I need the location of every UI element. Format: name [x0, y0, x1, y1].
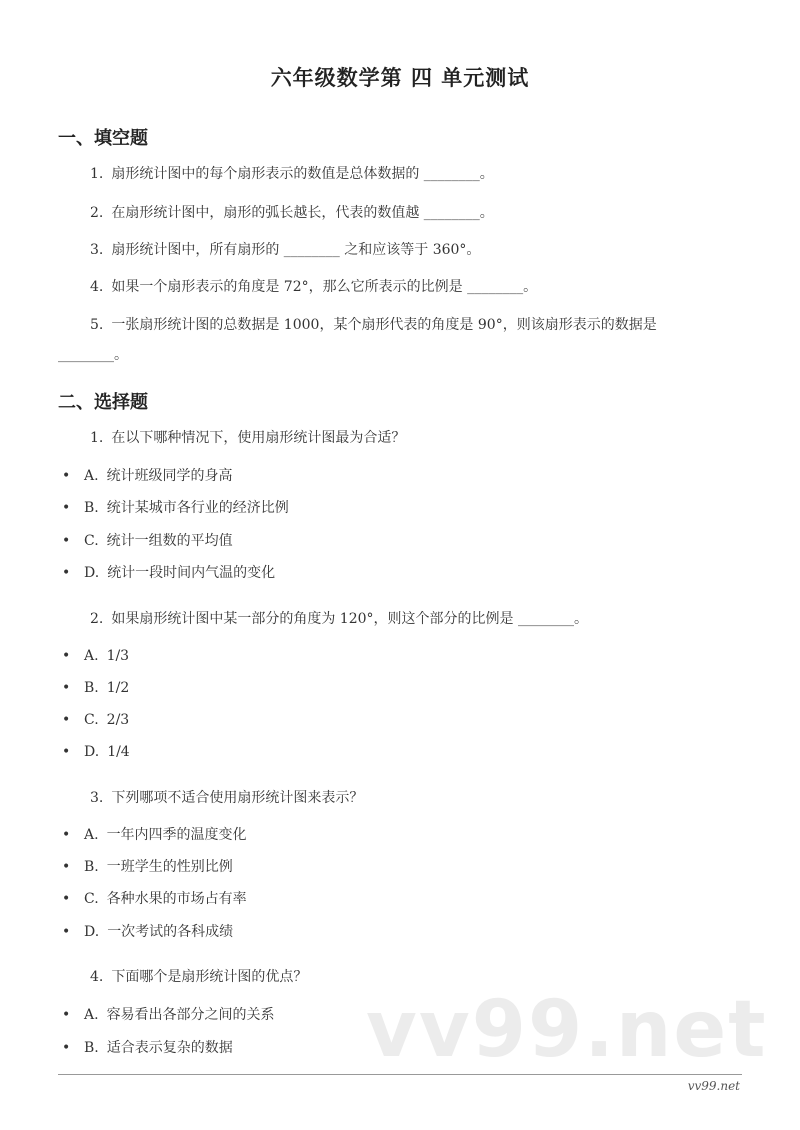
footer-site-label: vv99.net	[687, 1079, 740, 1093]
option-letter: B.	[84, 859, 99, 875]
option-text: 1/4	[107, 744, 130, 760]
fill-question	[90, 204, 494, 222]
bullet-icon: •	[62, 680, 71, 696]
choice-question	[90, 789, 363, 807]
option-text: 2/3	[106, 712, 130, 728]
option-item	[62, 467, 233, 485]
question-text: 扇形统计图中，所有扇形的 ________ 之和应该等于 360°。	[111, 242, 481, 258]
question-number: 2.	[90, 611, 104, 627]
option-letter: B.	[84, 680, 99, 696]
option-letter: A.	[84, 648, 99, 664]
option-letter: C.	[84, 533, 99, 549]
option-text: 统计一段时间内气温的变化	[107, 565, 276, 581]
option-letter: C.	[84, 891, 99, 907]
question-number: 3.	[90, 790, 104, 806]
option-item	[62, 890, 247, 908]
option-letter: B.	[84, 500, 99, 516]
option-item	[62, 1006, 275, 1024]
option-item	[62, 923, 233, 941]
watermark: vv99.net	[366, 985, 768, 1075]
bullet-icon: •	[62, 1040, 71, 1056]
option-text: 一班学生的性别比例	[106, 859, 233, 875]
bullet-icon: •	[62, 712, 71, 728]
bullet-icon: •	[62, 648, 71, 664]
option-item	[62, 743, 130, 761]
option-item	[62, 826, 247, 844]
option-text: 一次考试的各科成绩	[107, 924, 234, 940]
option-item	[62, 679, 129, 697]
question-number: 4.	[90, 969, 104, 985]
option-text: 各种水果的市场占有率	[106, 891, 247, 907]
option-text: 统计一组数的平均值	[106, 533, 233, 549]
option-letter: D.	[84, 744, 100, 760]
page-title: 六年级数学第 四 单元测试	[270, 66, 530, 90]
fill-question	[90, 241, 480, 259]
option-text: 一年内四季的温度变化	[106, 827, 247, 843]
fill-question	[58, 310, 713, 370]
option-text: 1/3	[106, 648, 130, 664]
option-text: 1/2	[106, 680, 130, 696]
fill-question	[90, 278, 537, 296]
option-letter: B.	[84, 1040, 99, 1056]
option-text: 适合表示复杂的数据	[106, 1040, 233, 1056]
option-item	[62, 858, 233, 876]
choice-question	[90, 429, 405, 447]
question-number: 1.	[90, 166, 104, 182]
question-number: 5.	[90, 317, 104, 333]
option-letter: A.	[84, 827, 99, 843]
bullet-icon: •	[62, 924, 71, 940]
option-letter: A.	[84, 1007, 99, 1023]
option-item	[62, 1039, 233, 1057]
bullet-icon: •	[62, 827, 71, 843]
footer-divider	[58, 1074, 742, 1075]
bullet-icon: •	[62, 859, 71, 875]
question-text: 在扇形统计图中，扇形的弧长越长，代表的数值越 ________。	[111, 205, 494, 221]
fill-question	[90, 165, 494, 183]
choice-question	[90, 968, 307, 986]
option-text: 统计某城市各行业的经济比例	[106, 500, 289, 516]
bullet-icon: •	[62, 891, 71, 907]
option-letter: D.	[84, 924, 100, 940]
option-letter: C.	[84, 712, 99, 728]
bullet-icon: •	[62, 500, 71, 516]
question-number: 3.	[90, 242, 104, 258]
question-number: 2.	[90, 205, 104, 221]
question-number: 4.	[90, 279, 104, 295]
question-text: 如果一个扇形表示的角度是 72°，那么它所表示的比例是 ________。	[111, 279, 538, 295]
option-item	[62, 647, 129, 665]
option-text: 统计班级同学的身高	[106, 468, 233, 484]
choice-question	[90, 610, 588, 628]
bullet-icon: •	[62, 744, 71, 760]
bullet-icon: •	[62, 1007, 71, 1023]
question-text: 扇形统计图中的每个扇形表示的数值是总体数据的 ________。	[111, 166, 494, 182]
option-item	[62, 564, 275, 582]
question-text: 一张扇形统计图的总数据是 1000，某个扇形代表的角度是 90°，则该扇形表示的数据是 ________。	[58, 317, 657, 363]
question-text: 下列哪项不适合使用扇形统计图来表示？	[111, 790, 364, 806]
option-item	[62, 711, 129, 729]
bullet-icon: •	[62, 468, 71, 484]
question-text: 在以下哪种情况下，使用扇形统计图最为合适？	[111, 430, 406, 446]
section-heading-choice: 二、选择题	[58, 392, 148, 413]
section-heading-fill-blank: 一、填空题	[58, 128, 148, 149]
option-item	[62, 532, 233, 550]
question-text: 下面哪个是扇形统计图的优点？	[111, 969, 308, 985]
option-text: 容易看出各部分之间的关系	[106, 1007, 275, 1023]
option-letter: D.	[84, 565, 100, 581]
question-text: 如果扇形统计图中某一部分的角度为 120°，则这个部分的比例是 ________。	[111, 611, 588, 627]
question-number: 1.	[90, 430, 104, 446]
bullet-icon: •	[62, 533, 71, 549]
bullet-icon: •	[62, 565, 71, 581]
option-item	[62, 499, 289, 517]
option-letter: A.	[84, 468, 99, 484]
